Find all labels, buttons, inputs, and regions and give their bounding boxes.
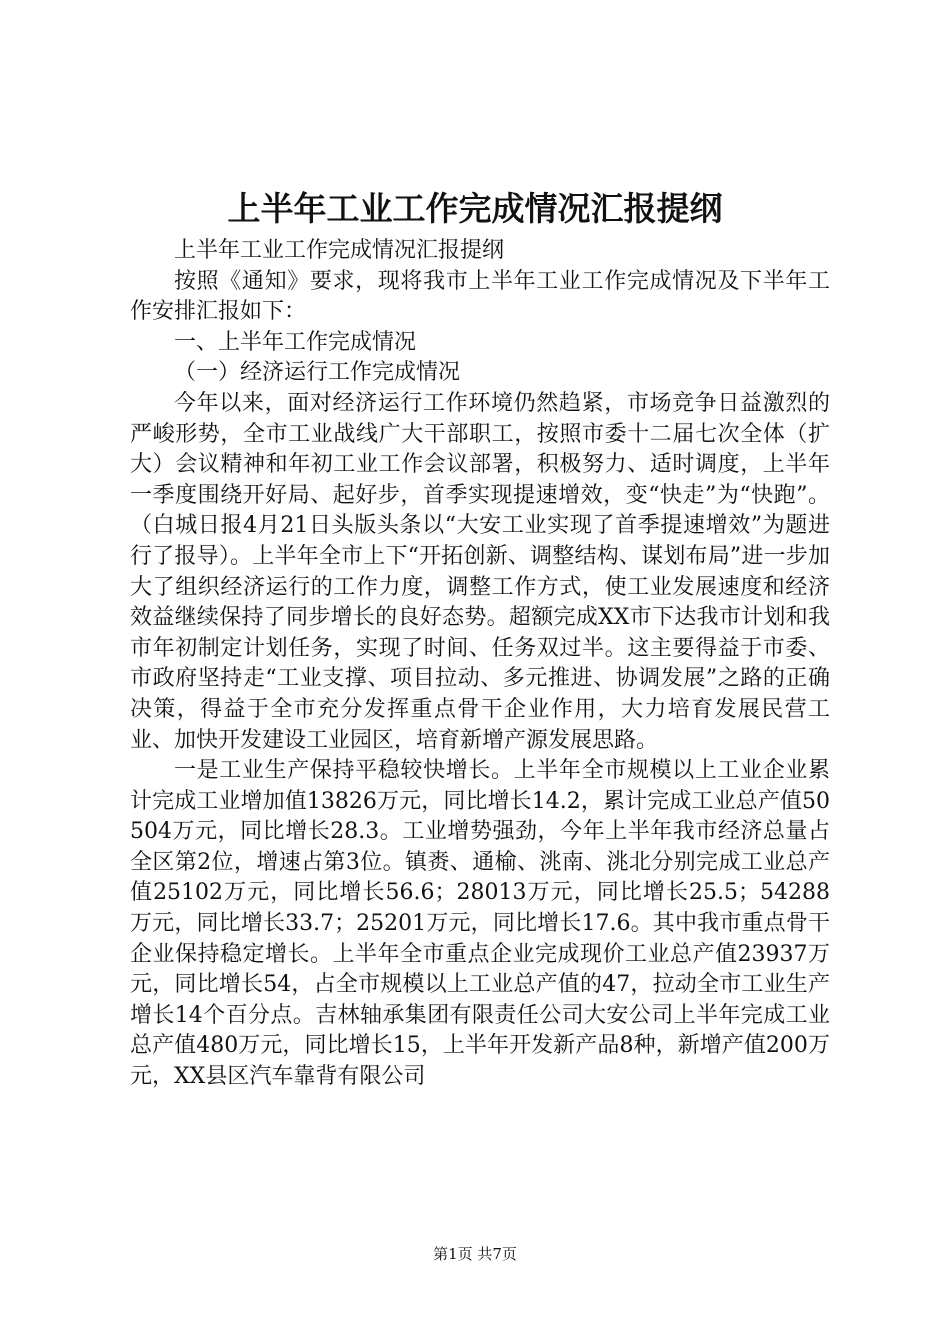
subtitle-paragraph: 上半年工业工作完成情况汇报提纲	[174, 238, 505, 263]
page-number-footer: 第1页 共7页	[433, 1245, 517, 1263]
subsection-heading: （一）经济运行工作完成情况	[174, 360, 461, 386]
intro-paragraph: 按照《通知》要求，现将我市上半年工业工作完成情况及下半年工作安排汇报如下：	[130, 268, 830, 325]
section-heading: 一、上半年工作完成情况	[174, 329, 417, 355]
body-paragraph: 今年以来，面对经济运行工作环境仍然趋紧，市场竞争日益激烈的严峻形势，全市工业战线广大干部职工，按照市委十二届七次全体（扩大）会议精神和年初工业工作会议部署，积极努力、适时调度，上半年一季度围绕开好局、起好步，首季实现提速增效，变“快走”为“快跑”。（白城日报4月21日头版头条以“大安工业实现了首季提速增效”为题进行了报导）。上半年全市上下“开拓创新、调整结构、谋划布局”进一步加大了组织经济运行的工作力度，调整工作方式，使工业发展速度和经济效益继续保持了同步增长的良好态势。超额完成XX市下达我市计划和我市年初制定计划任务，实现了时间、任务双过半。这主要得益于市委、市政府坚持走“工业支撑、项目拉动、多元推进、协调发展”之路的正确决策，得益于全市充分发挥重点骨干企业作用，大力培育发展民营工业、加快开发建设工业园区，培育新增产源发展思路。	[130, 390, 830, 753]
document-body	[130, 236, 830, 1093]
document-title: 上半年工业工作完成情况汇报提纲	[227, 189, 723, 228]
body-paragraph: 一是工业生产保持平稳较快增长。上半年全市规模以上工业企业累计完成工业增加值13826万元，同比增长14.2，累计完成工业总产值50504万元，同比增长28.3。工业增势强劲，今年上半年我市经济总量占全区第2位，增速占第3位。镇赉、通榆、洮南、洮北分别完成工业总产值25102万元，同比增长56.6；28013万元，同比增长25.5；54288万元，同比增长33.7；25201万元，同比增长17.6。其中我市重点骨干企业保持稳定增长。上半年全市重点企业完成现价工业总产值23937万元，同比增长54，占全市规模以上工业总产值的47，拉动全市工业生产增长14个百分点。吉林轴承集团有限责任公司大安公司上半年完成工业总产值480万元，同比增长15，上半年开发新产品8种，新增产值200万元，XX县区汽车靠背有限公司	[130, 758, 830, 1090]
